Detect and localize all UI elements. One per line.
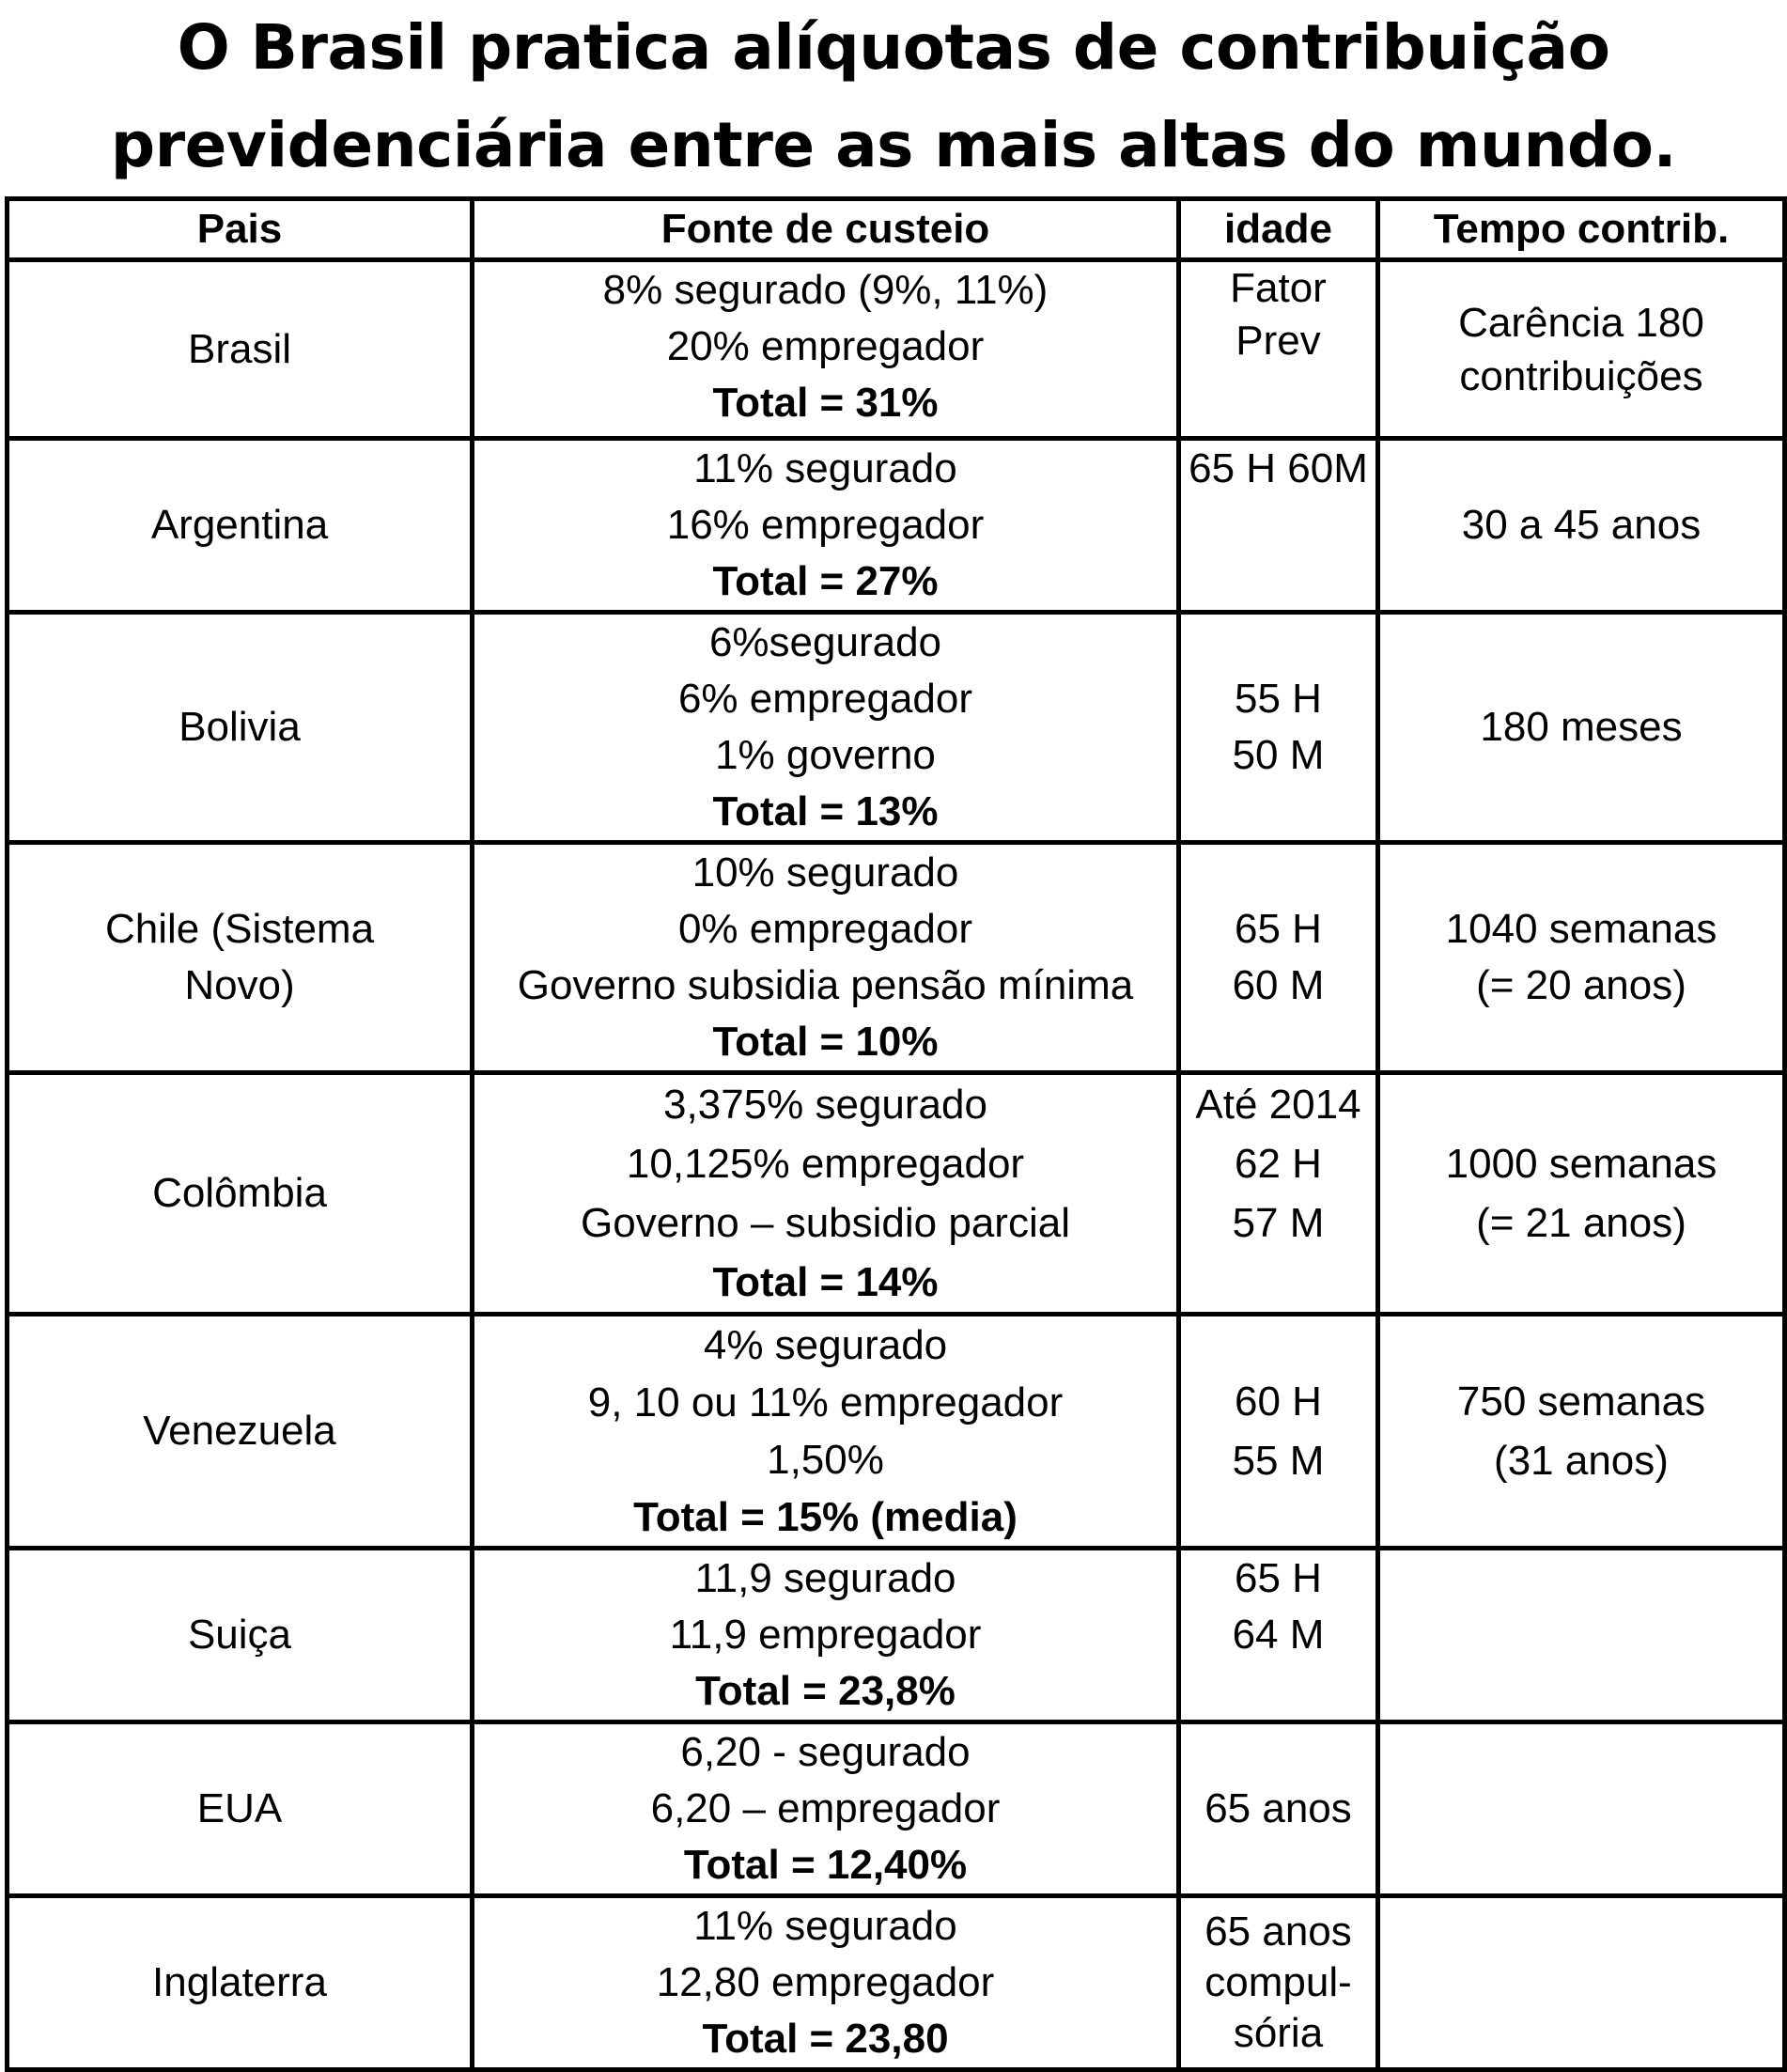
source-cell	[473, 1315, 1179, 1549]
source-total: Total = 27%	[712, 558, 939, 604]
age-cell	[1179, 1315, 1378, 1549]
time-cell	[1378, 1896, 1785, 2070]
source-cell	[473, 1073, 1179, 1315]
time-cell	[1378, 843, 1785, 1073]
time-line: 30 a 45 anos	[1461, 502, 1702, 548]
time-line: (31 anos)	[1494, 1438, 1669, 1484]
age-cell	[1179, 439, 1378, 613]
pension-comparison-table	[5, 196, 1787, 2072]
age-line: 60 M	[1232, 962, 1325, 1008]
age-line: compul-	[1204, 1959, 1352, 2005]
time-line: (= 21 anos)	[1476, 1200, 1686, 1246]
source-total: Total = 31%	[712, 380, 939, 426]
age-cell	[1179, 1722, 1378, 1896]
table-row	[8, 613, 1785, 843]
age-line: 64 M	[1232, 1612, 1325, 1658]
header-age: idade	[1179, 199, 1378, 260]
age-line: Até 2014	[1195, 1082, 1361, 1128]
source-line: 20% empregador	[666, 323, 985, 369]
age-cell	[1179, 1549, 1378, 1722]
time-cell	[1378, 1073, 1785, 1315]
age-line: 57 M	[1232, 1200, 1325, 1246]
age-line: 65 H	[1235, 906, 1322, 952]
source-total: Total = 23,80	[702, 2016, 949, 2062]
source-line: 6% empregador	[677, 676, 973, 722]
source-line: Governo subsidia pensão mínima	[517, 962, 1134, 1008]
table-row	[8, 1549, 1785, 1722]
source-cell	[473, 1549, 1179, 1722]
source-line: 11% segurado	[693, 1903, 957, 1949]
time-line: contribuições	[1459, 352, 1703, 399]
source-total: Total = 10%	[712, 1019, 939, 1065]
country-cell	[8, 843, 473, 1073]
country-cell: Argentina	[8, 439, 473, 613]
source-line: 6%segurado	[708, 619, 942, 665]
time-cell	[1378, 439, 1785, 613]
age-line: 55 H	[1235, 676, 1322, 722]
source-line: 0% empregador	[677, 906, 973, 952]
source-line: 11,9 empregador	[669, 1612, 982, 1658]
time-line: 1040 semanas	[1445, 906, 1717, 952]
page-title	[0, 0, 1787, 193]
country-cell: Bolivia	[8, 613, 473, 843]
country-cell: EUA	[8, 1722, 473, 1896]
title-line-2: previdenciária entre as mais altas do mundo.	[110, 108, 1677, 181]
source-line: 9, 10 ou 11% empregador	[587, 1379, 1064, 1425]
source-line: 10,125% empregador	[626, 1141, 1025, 1187]
time-cell	[1378, 1549, 1785, 1722]
source-total: Total = 23,8%	[695, 1668, 956, 1714]
source-line: 10% segurado	[691, 849, 959, 896]
header-row	[8, 199, 1785, 260]
source-line: 11% segurado	[693, 445, 957, 491]
age-cell	[1179, 1896, 1378, 2070]
age-line: 65 H 60M	[1189, 445, 1368, 491]
age-line: Prev	[1235, 318, 1321, 364]
age-line: Fator	[1230, 265, 1327, 311]
country-cell: Inglaterra	[8, 1896, 473, 2070]
time-cell	[1378, 1722, 1785, 1896]
source-cell	[473, 613, 1179, 843]
country-label: Chile (Sistema Novo)	[104, 906, 375, 1008]
table-row	[8, 843, 1785, 1073]
source-line: 8% segurado (9%, 11%)	[602, 267, 1049, 313]
age-line: 60 H	[1235, 1379, 1322, 1425]
time-cell	[1378, 613, 1785, 843]
country-cell: Venezuela	[8, 1315, 473, 1549]
source-total: Total = 12,40%	[683, 1842, 968, 1888]
country-cell: Suiça	[8, 1549, 473, 1722]
table-row	[8, 1896, 1785, 2070]
source-line: 6,20 – empregador	[650, 1785, 1001, 1831]
time-cell	[1378, 1315, 1785, 1549]
time-cell	[1378, 260, 1785, 439]
age-line: 65 anos	[1204, 1785, 1352, 1831]
header-country: Pais	[8, 199, 473, 260]
table-row	[8, 1073, 1785, 1315]
table-row	[8, 260, 1785, 439]
source-line: 12,80 empregador	[656, 1959, 995, 2005]
source-total: Total = 14%	[712, 1259, 939, 1305]
source-cell	[473, 1896, 1179, 2070]
source-cell	[473, 260, 1179, 439]
time-line: 750 semanas	[1456, 1379, 1706, 1425]
source-cell	[473, 1722, 1179, 1896]
country-cell: Brasil	[8, 260, 473, 439]
table-row	[8, 439, 1785, 613]
age-line: sória	[1233, 2010, 1324, 2056]
source-line: 11,9 segurado	[694, 1555, 956, 1601]
source-total: Total = 13%	[712, 788, 939, 834]
time-line: 1000 semanas	[1445, 1141, 1717, 1187]
source-total: Total = 15% (media)	[633, 1494, 1018, 1540]
source-cell	[473, 843, 1179, 1073]
age-line: 65 H	[1235, 1555, 1322, 1601]
table-row	[8, 1722, 1785, 1896]
header-source: Fonte de custeio	[473, 199, 1179, 260]
age-cell	[1179, 1073, 1378, 1315]
source-line: 6,20 - segurado	[680, 1729, 971, 1775]
age-line: 50 M	[1232, 732, 1325, 778]
source-line: 1% governo	[715, 732, 936, 778]
source-line: 3,375% segurado	[663, 1082, 987, 1128]
age-line: 55 M	[1232, 1438, 1325, 1484]
source-line: 1,50%	[767, 1437, 884, 1483]
age-line: 62 H	[1235, 1141, 1322, 1187]
age-cell	[1179, 260, 1378, 439]
time-line: Carência 180	[1458, 299, 1704, 346]
age-line: 65 anos	[1204, 1908, 1352, 1955]
country-cell: Colômbia	[8, 1073, 473, 1315]
age-cell	[1179, 613, 1378, 843]
source-line: Governo – subsidio parcial	[581, 1200, 1070, 1246]
header-time: Tempo contrib.	[1378, 199, 1785, 260]
title-line-1: O Brasil pratica alíquotas de contribuição	[177, 10, 1610, 84]
time-line: 180 meses	[1480, 704, 1683, 750]
table-row	[8, 1315, 1785, 1549]
source-line: 4% segurado	[703, 1322, 948, 1368]
source-cell	[473, 439, 1179, 613]
source-line: 16% empregador	[666, 502, 985, 548]
time-line: (= 20 anos)	[1476, 962, 1686, 1008]
age-cell	[1179, 843, 1378, 1073]
